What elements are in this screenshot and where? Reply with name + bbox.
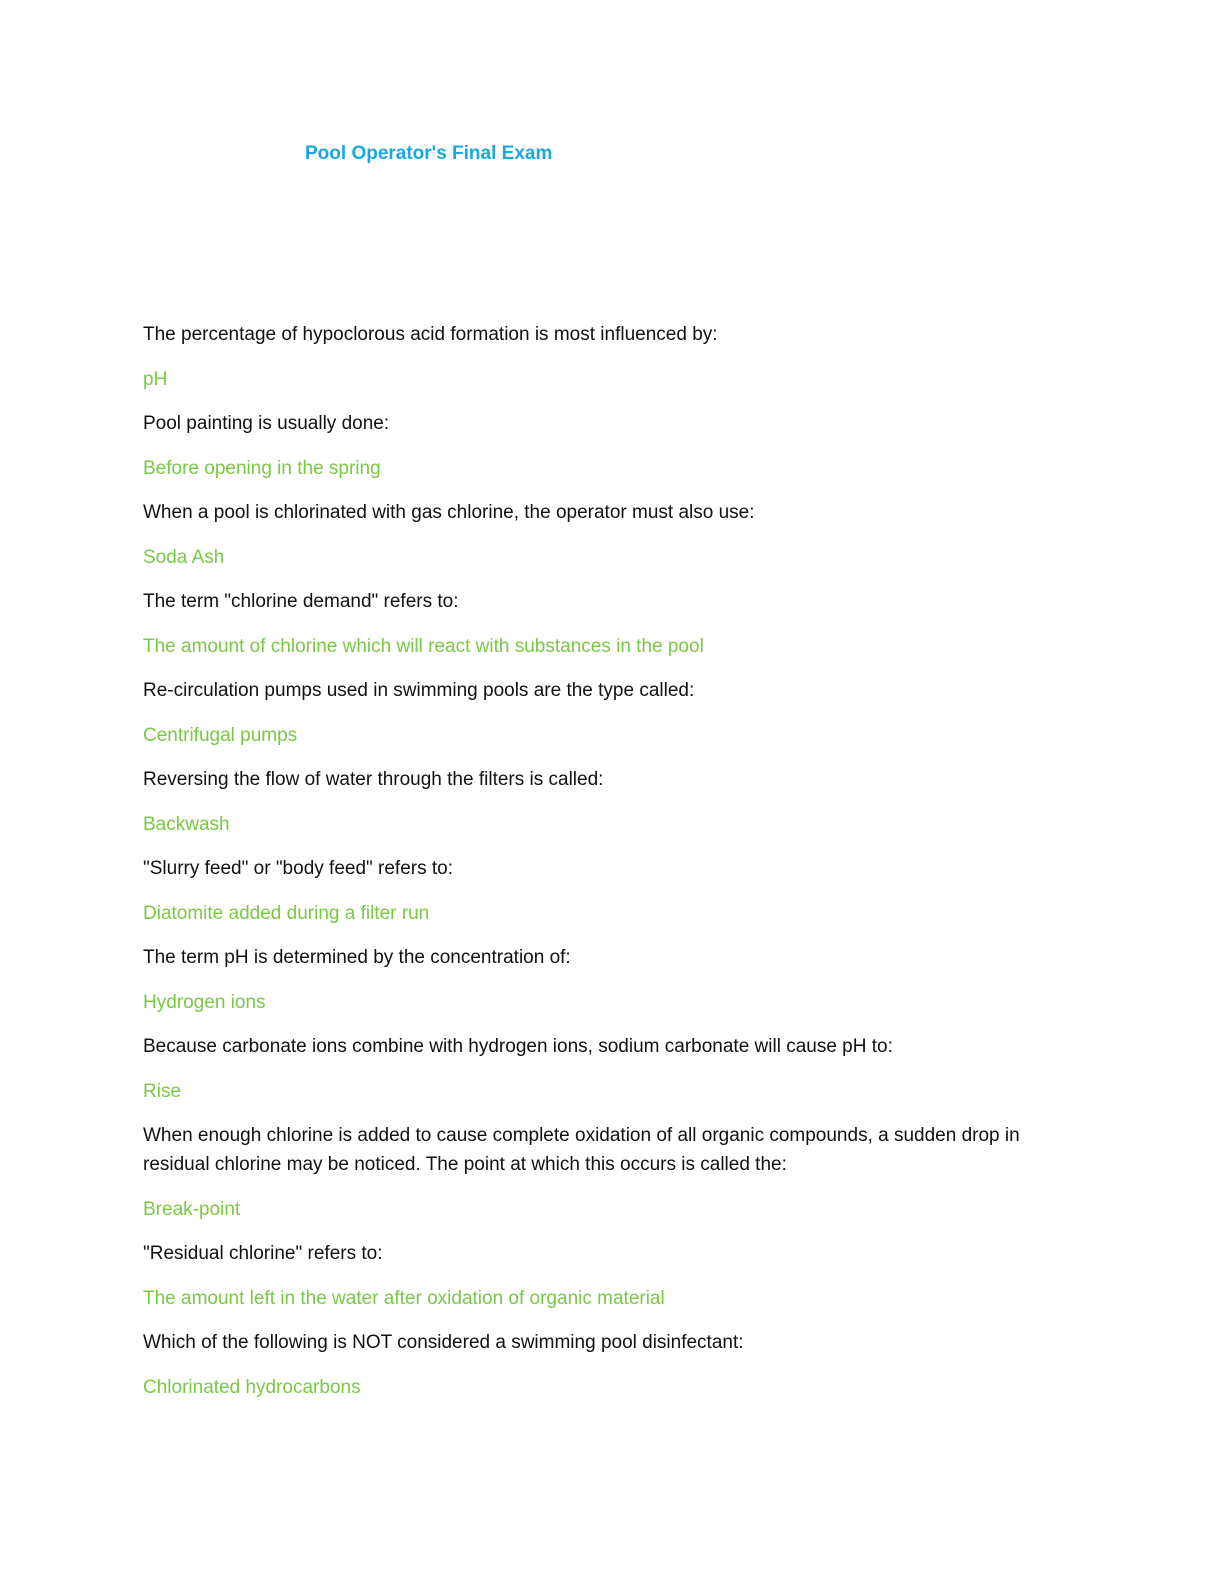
- answer-8: Hydrogen ions: [143, 991, 266, 1013]
- answer-7: Diatomite added during a filter run: [143, 902, 430, 924]
- question-9: Because carbonate ions combine with hydrogen ions, sodium carbonate will cause pH to:: [143, 1036, 893, 1057]
- answer-11: The amount left in the water after oxidation of organic material: [143, 1287, 665, 1309]
- question-8: The term pH is determined by the concentration of:: [143, 947, 571, 968]
- question-answer-list: [143, 320, 1083, 1417]
- answer-12: Chlorinated hydrocarbons: [143, 1376, 361, 1398]
- question-5: Re-circulation pumps used in swimming pools are the type called:: [143, 680, 695, 701]
- question-11: "Residual chlorine" refers to:: [143, 1243, 383, 1264]
- answer-3: Soda Ash: [143, 546, 225, 568]
- answer-9: Rise: [143, 1080, 182, 1102]
- answer-10: Break-point: [143, 1198, 241, 1220]
- question-6: Reversing the flow of water through the filters is called:: [143, 769, 604, 790]
- question-12: Which of the following is NOT considered a swimming pool disinfectant:: [143, 1332, 744, 1353]
- answer-2: Before opening in the spring: [143, 457, 381, 479]
- question-4: The term "chlorine demand" refers to:: [143, 591, 459, 612]
- question-10: When enough chlorine is added to cause complete oxidation of all organic compounds, a sudden drop in residual chlorine may be noticed. The point at which this occurs is called the:: [143, 1125, 1020, 1175]
- answer-1: pH: [143, 368, 168, 390]
- question-1: The percentage of hypoclorous acid formation is most influenced by:: [143, 324, 718, 345]
- answer-6: Backwash: [143, 813, 230, 835]
- document-title: Pool Operator's Final Exam: [305, 143, 553, 164]
- answer-5: Centrifugal pumps: [143, 724, 298, 746]
- question-2: Pool painting is usually done:: [143, 413, 390, 434]
- question-7: "Slurry feed" or "body feed" refers to:: [143, 858, 454, 879]
- answer-4: The amount of chlorine which will react with substances in the pool: [143, 635, 704, 657]
- question-3: When a pool is chlorinated with gas chlorine, the operator must also use:: [143, 502, 755, 523]
